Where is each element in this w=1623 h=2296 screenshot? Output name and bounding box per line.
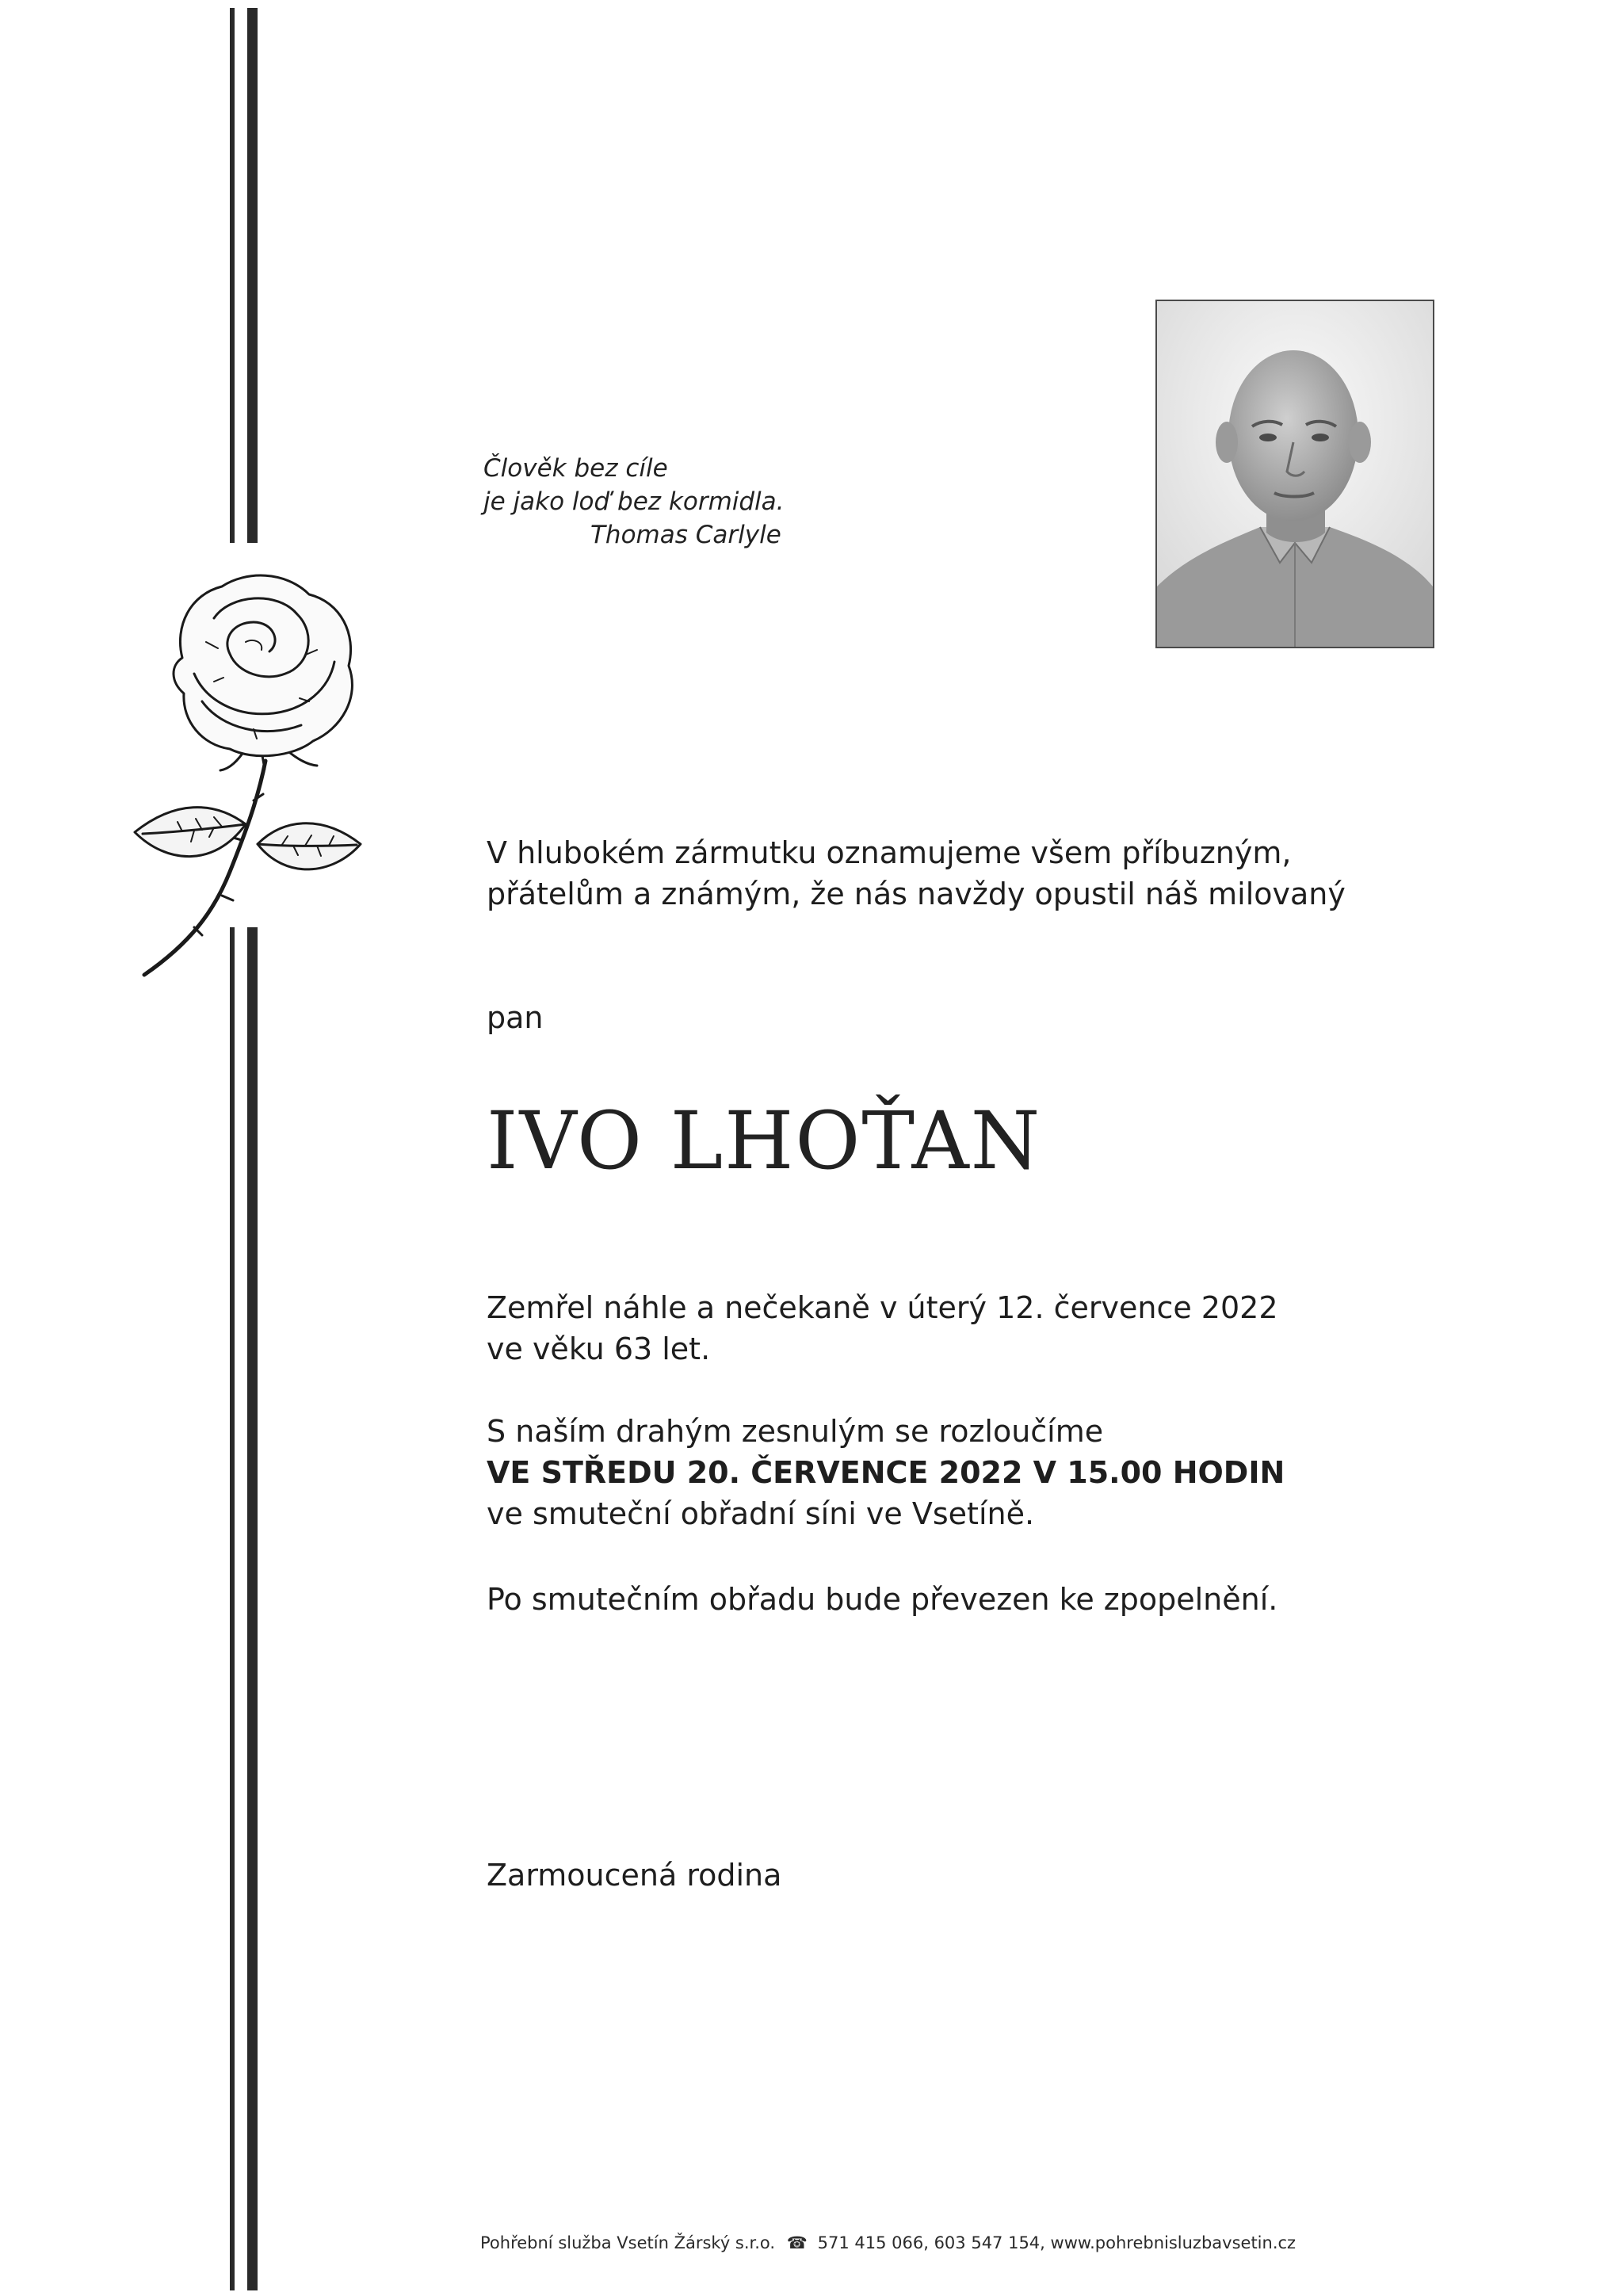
portrait-photo: [1155, 300, 1434, 648]
death-info: [487, 1287, 1278, 1370]
salutation: pan: [487, 1000, 544, 1035]
quote-author: Thomas Carlyle: [590, 521, 781, 549]
border-line-thick-top: [247, 8, 258, 543]
footer-company: Pohřební služba Vsetín Žárský s.r.o.: [480, 2233, 776, 2252]
portrait-icon: [1157, 301, 1433, 647]
footer-contacts: 571 415 066, 603 547 154, www.pohrebnisluzbavsetin.cz: [817, 2233, 1296, 2252]
deceased-name: IVO LHOŤAN: [487, 1095, 1042, 1187]
border-line-thick-bottom: [247, 927, 258, 2290]
quote: [483, 452, 785, 552]
border-line-thin-top: [230, 8, 235, 543]
death-line-2: ve věku 63 let.: [487, 1331, 711, 1366]
announcement-intro: [487, 832, 1346, 915]
border-line-thin-bottom: [230, 927, 235, 2290]
footer: [480, 2233, 1296, 2252]
intro-line-1: V hlubokém zármutku oznamujeme všem příbuzným,: [487, 835, 1292, 870]
death-line-1: Zemřel náhle a nečekaně v úterý 12. července 2022: [487, 1290, 1278, 1325]
intro-line-2: přátelům a známým, že nás navždy opustil náš milovaný: [487, 877, 1346, 911]
rose-icon: [127, 563, 380, 991]
phone-icon: ☎: [786, 2233, 808, 2252]
farewell-date-time: VE STŘEDU 20. ČERVENCE 2022 V 15.00 HODIN: [487, 1455, 1285, 1490]
farewell-line-1: S naším drahým zesnulým se rozloučíme: [487, 1414, 1104, 1449]
signature: Zarmoucená rodina: [487, 1858, 782, 1893]
quote-line-2: je jako loď bez kormidla.: [483, 487, 785, 516]
farewell-info: [487, 1411, 1285, 1534]
cremation-note: Po smutečním obřadu bude převezen ke zpopelnění.: [487, 1582, 1278, 1617]
quote-line-1: Člověk bez cíle: [483, 454, 668, 483]
farewell-line-3: ve smuteční obřadní síni ve Vsetíně.: [487, 1496, 1035, 1531]
